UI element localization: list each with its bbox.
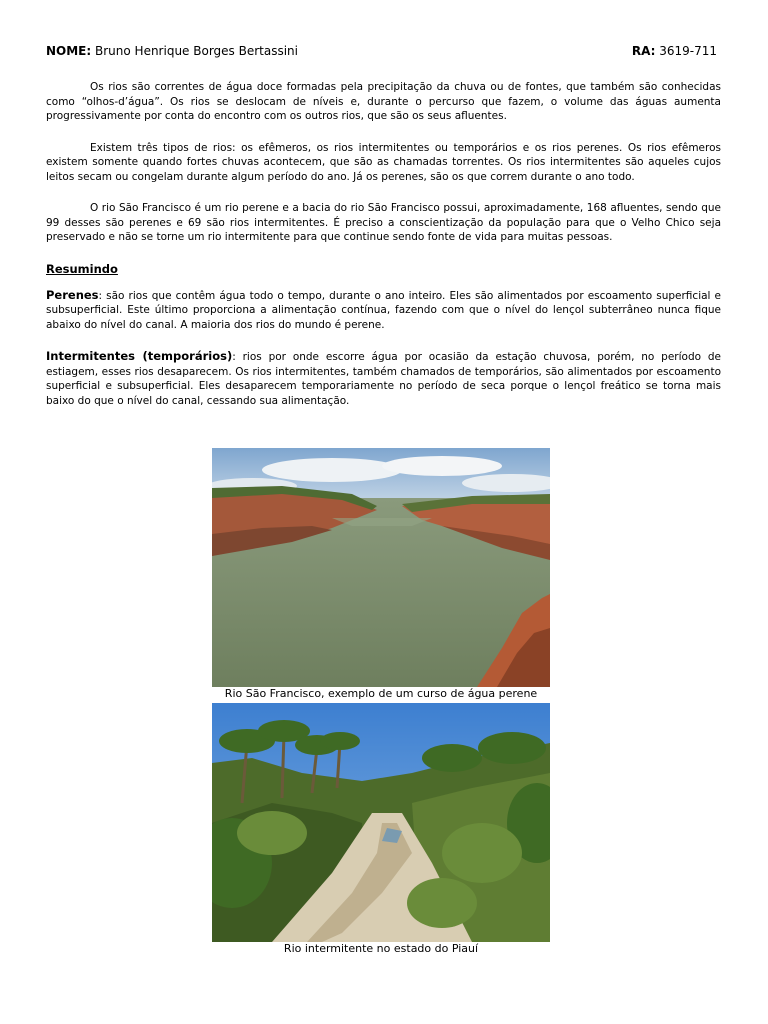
intermitentes-paragraph	[46, 349, 721, 408]
perenes-paragraph	[46, 288, 721, 333]
name-label: NOME:	[46, 44, 92, 58]
photo-rio-intermitente	[212, 703, 550, 942]
perenes-term: Perenes	[46, 287, 99, 302]
intermitentes-term: Intermitentes (temporários)	[46, 349, 233, 363]
ra-label: RA:	[631, 44, 656, 58]
intermitentes-text: : rios por onde escorre água por ocasião da estação chuvosa, porém, no período de estiagem, esses rios desaparecem. Os rios intermitentes, também chamados de temporários, são alimentados por escoamento superficial e subsuperficial. Eles desaparecem temporariamente no período de seca porque o lençol freático se torna mais baixo do que o nível do canal, cessando sua alimentação.	[46, 351, 722, 407]
paragraph-1: Os rios são correntes de água doce formadas pela precipitação da chuva ou de fontes, que também são conhecidas como “olhos-d’água”. Os rios se deslocam de níveis e, durante o percurso que fazem, o volume das águas aumenta progressivamente por conta do encontro com os outros rios, que são os seus afluentes.	[46, 81, 721, 122]
caption-sao-francisco: Rio São Francisco, exemplo de um curso de água perene	[224, 687, 538, 700]
header	[46, 44, 721, 60]
student-name	[46, 44, 298, 60]
paragraph-3: O rio São Francisco é um rio perene e a bacia do rio São Francisco possui, aproximadamente, 168 afluentes, sendo que 99 desses são perenes e 69 são rios intermitentes. É preciso a conscientização da população para que o Velho Chico seja preservado e não se torne um rio intermitente para que continue sendo fonte de vida para muitas pessoas.	[46, 202, 721, 243]
perenes-text: : são rios que contêm água todo o tempo, durante o ano inteiro. Eles são alimentados por escoamento superficial e subsuperficial. Este último proporciona a alimentação contínua, fazendo com que o nível do lençol subterrâneo nunca fique abaixo do nível do canal. A maioria dos rios do mundo é perene.	[46, 289, 721, 331]
summary-title: Resumindo	[46, 261, 118, 276]
photo-sao-francisco	[212, 448, 550, 687]
caption-rio-intermitente: Rio intermitente no estado do Piauí	[283, 942, 479, 955]
paragraph-2: Existem três tipos de rios: os efêmeros, os rios intermitentes ou temporários e os rios perenes. Os rios efêmeros existem somente quando fortes chuvas acontecem, que são as chamadas torrentes. Os rios intermitentes são aqueles cujos leitos secam ou congelam durante algum período do ano. Já os perenes, são os que correm durante o ano todo.	[46, 141, 721, 183]
student-ra	[632, 44, 717, 60]
name-value: Bruno Henrique Borges Bertassini	[95, 44, 298, 58]
document-page	[46, 44, 721, 408]
ra-value: 3619-711	[659, 44, 717, 58]
